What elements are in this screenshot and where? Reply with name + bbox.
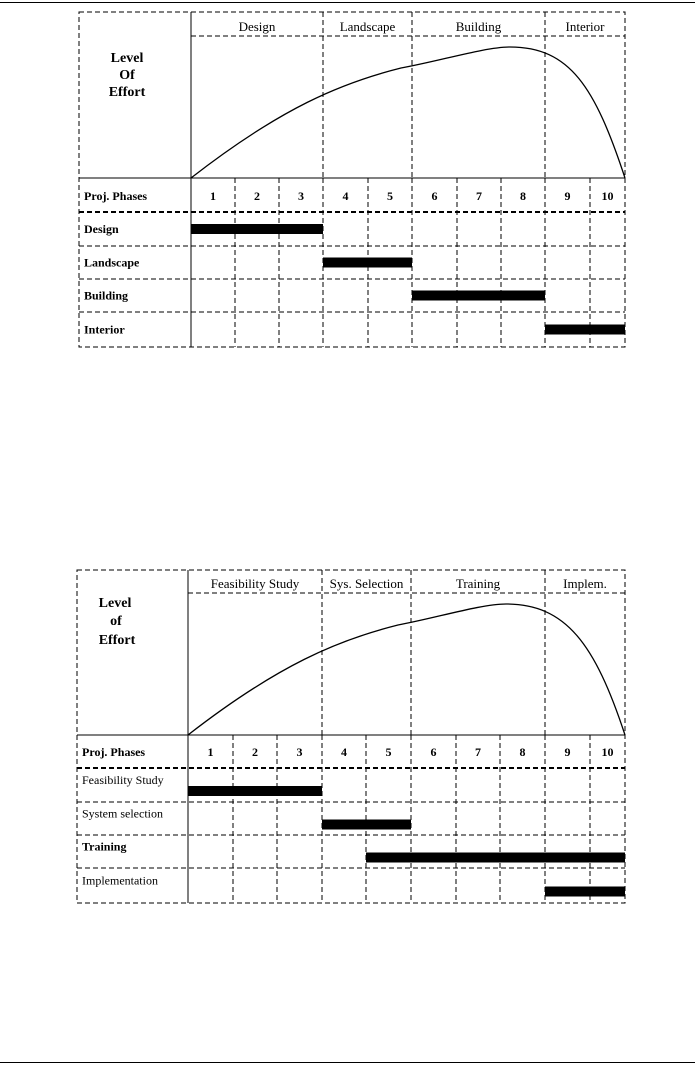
phase-number: 5 — [387, 189, 393, 203]
activity-row-label: Implementation — [82, 873, 158, 888]
header-phase-label: Sys. Selection — [329, 576, 404, 591]
activity-bar — [322, 820, 411, 830]
activity-bar — [366, 853, 625, 863]
effort-label-line: Effort — [98, 633, 136, 648]
phase-number: 6 — [430, 745, 437, 759]
activity-row-label: System selection — [82, 806, 163, 821]
header-phase-label: Implem. — [563, 576, 607, 591]
activity-row-label: Training — [82, 839, 127, 854]
phase-number: 3 — [298, 189, 304, 203]
effort-label-line: Effort — [108, 85, 146, 100]
phase-number: 8 — [519, 745, 526, 759]
phase-number: 3 — [296, 745, 303, 759]
header-phase-label: Design — [238, 19, 276, 34]
phase-number: 9 — [564, 745, 571, 759]
header-phase-label: Landscape — [339, 19, 396, 34]
phase-number: 4 — [341, 745, 347, 759]
phase-number: 2 — [252, 745, 258, 759]
activity-bar — [545, 887, 625, 897]
activity-row-label: Building — [84, 288, 129, 303]
effort-label-line: Level — [98, 596, 132, 611]
activity-row-label: Landscape — [84, 255, 140, 270]
activity-row-label: Feasibility Study — [82, 773, 164, 787]
header-phase-label: Building — [455, 19, 502, 34]
activity-row-label: Interior — [84, 322, 125, 337]
phase-number: 8 — [520, 189, 526, 203]
header-phase-label: Training — [455, 576, 501, 591]
phase-number: 1 — [207, 745, 214, 759]
phase-number: 5 — [385, 745, 392, 759]
effort-label-line: Level — [110, 51, 144, 66]
effort-label-line: of — [110, 614, 122, 629]
phase-row-label: Proj. Phases — [84, 189, 148, 203]
phase-number: 10 — [601, 189, 614, 203]
header-phase-label: Interior — [565, 19, 605, 34]
effort-label-line: Of — [119, 68, 135, 83]
activity-bar — [188, 786, 322, 796]
phase-row-label: Proj. Phases — [82, 745, 146, 759]
phase-number: 1 — [210, 189, 216, 203]
phase-number: 2 — [254, 189, 260, 203]
phase-number: 7 — [475, 745, 481, 759]
header-phase-label: Feasibility Study — [210, 576, 300, 591]
level-of-effort-curve — [188, 604, 625, 735]
phase-number: 6 — [431, 189, 438, 203]
activity-row-label: Design — [84, 222, 119, 236]
phase-number: 4 — [342, 189, 349, 203]
phase-number: 10 — [601, 745, 614, 759]
phase-number: 9 — [564, 189, 571, 203]
phase-number: 7 — [476, 189, 482, 203]
